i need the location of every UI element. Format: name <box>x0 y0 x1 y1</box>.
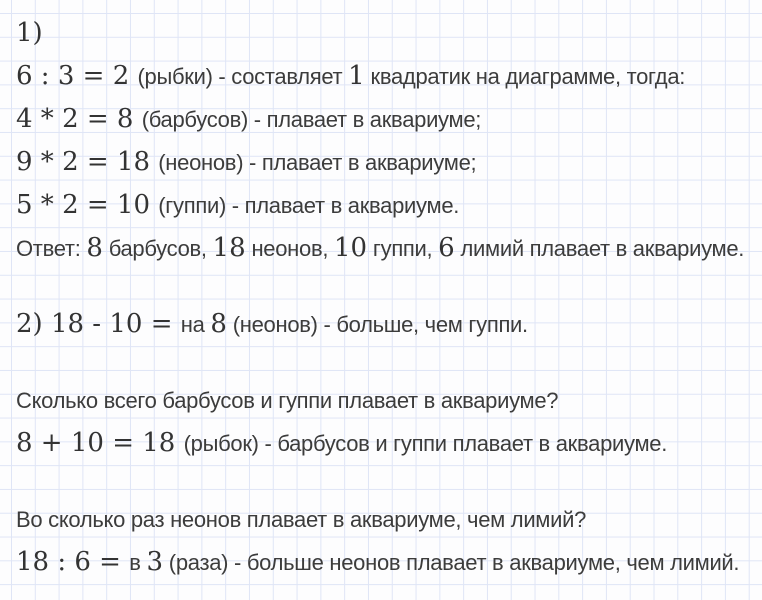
text-segment: Во сколько раз неонов плавает в аквариуме, чем лимий? <box>16 507 587 532</box>
text-segment: Ответ: <box>16 236 87 261</box>
text-segment: на <box>180 312 211 337</box>
math-segment: 18 <box>212 233 246 263</box>
text-segment: (рыбок) - барбусов и гуппи плавает в аквариуме. <box>183 431 668 456</box>
math-segment: 9 * 2 = 18 <box>16 147 159 177</box>
math-segment: 8 <box>86 233 103 263</box>
line-part2 <box>16 303 754 346</box>
line-question3 <box>16 498 754 541</box>
text-segment: (рыбки) - составляет <box>137 64 349 89</box>
math-segment: 2) 18 - 10 = <box>16 309 181 339</box>
text-segment: (барбусов) - плавает в аквариуме; <box>141 107 482 132</box>
text-segment: неонов, <box>245 236 334 261</box>
math-segment: 8 + 10 = 18 <box>16 428 184 458</box>
text-segment: квадратик на диаграмме, тогда: <box>364 64 686 89</box>
text-segment: (неонов) - плавает в аквариуме; <box>158 150 477 175</box>
text-segment: в <box>129 550 147 575</box>
text-segment: (гуппи) - плавает в аквариуме. <box>158 193 460 218</box>
math-segment: 10 <box>333 233 368 263</box>
math-segment: 6 : 3 = 2 <box>16 61 138 91</box>
text-segment: барбусов, <box>102 236 213 261</box>
math-segment: 1 <box>348 61 365 91</box>
line-step2 <box>16 98 754 141</box>
line-question2 <box>16 379 754 422</box>
text-segment: Сколько всего барбусов и гуппи плавает в аквариуме? <box>16 388 559 413</box>
line-step5 <box>16 422 754 465</box>
math-segment: 6 <box>438 233 455 263</box>
math-segment: 1) <box>16 18 43 48</box>
text-segment: лимий плавает в аквариуме. <box>454 236 745 261</box>
line-step4 <box>16 184 754 227</box>
math-segment: 3 <box>146 547 163 577</box>
text-segment: гуппи, <box>367 236 439 261</box>
line-answer1 <box>16 227 754 270</box>
math-segment: 8 <box>210 309 227 339</box>
line-step6 <box>16 541 754 584</box>
line-step3 <box>16 141 754 184</box>
text-segment: (неонов) - больше, чем гуппи. <box>226 312 528 337</box>
math-segment: 4 * 2 = 8 <box>16 104 142 134</box>
math-segment: 18 : 6 = <box>16 547 130 577</box>
text-segment: (раза) - больше неонов плавает в аквариуме, чем лимий. <box>162 550 740 575</box>
line-step1 <box>16 55 754 98</box>
math-segment: 5 * 2 = 10 <box>16 190 159 220</box>
line-part1-label <box>16 12 754 55</box>
